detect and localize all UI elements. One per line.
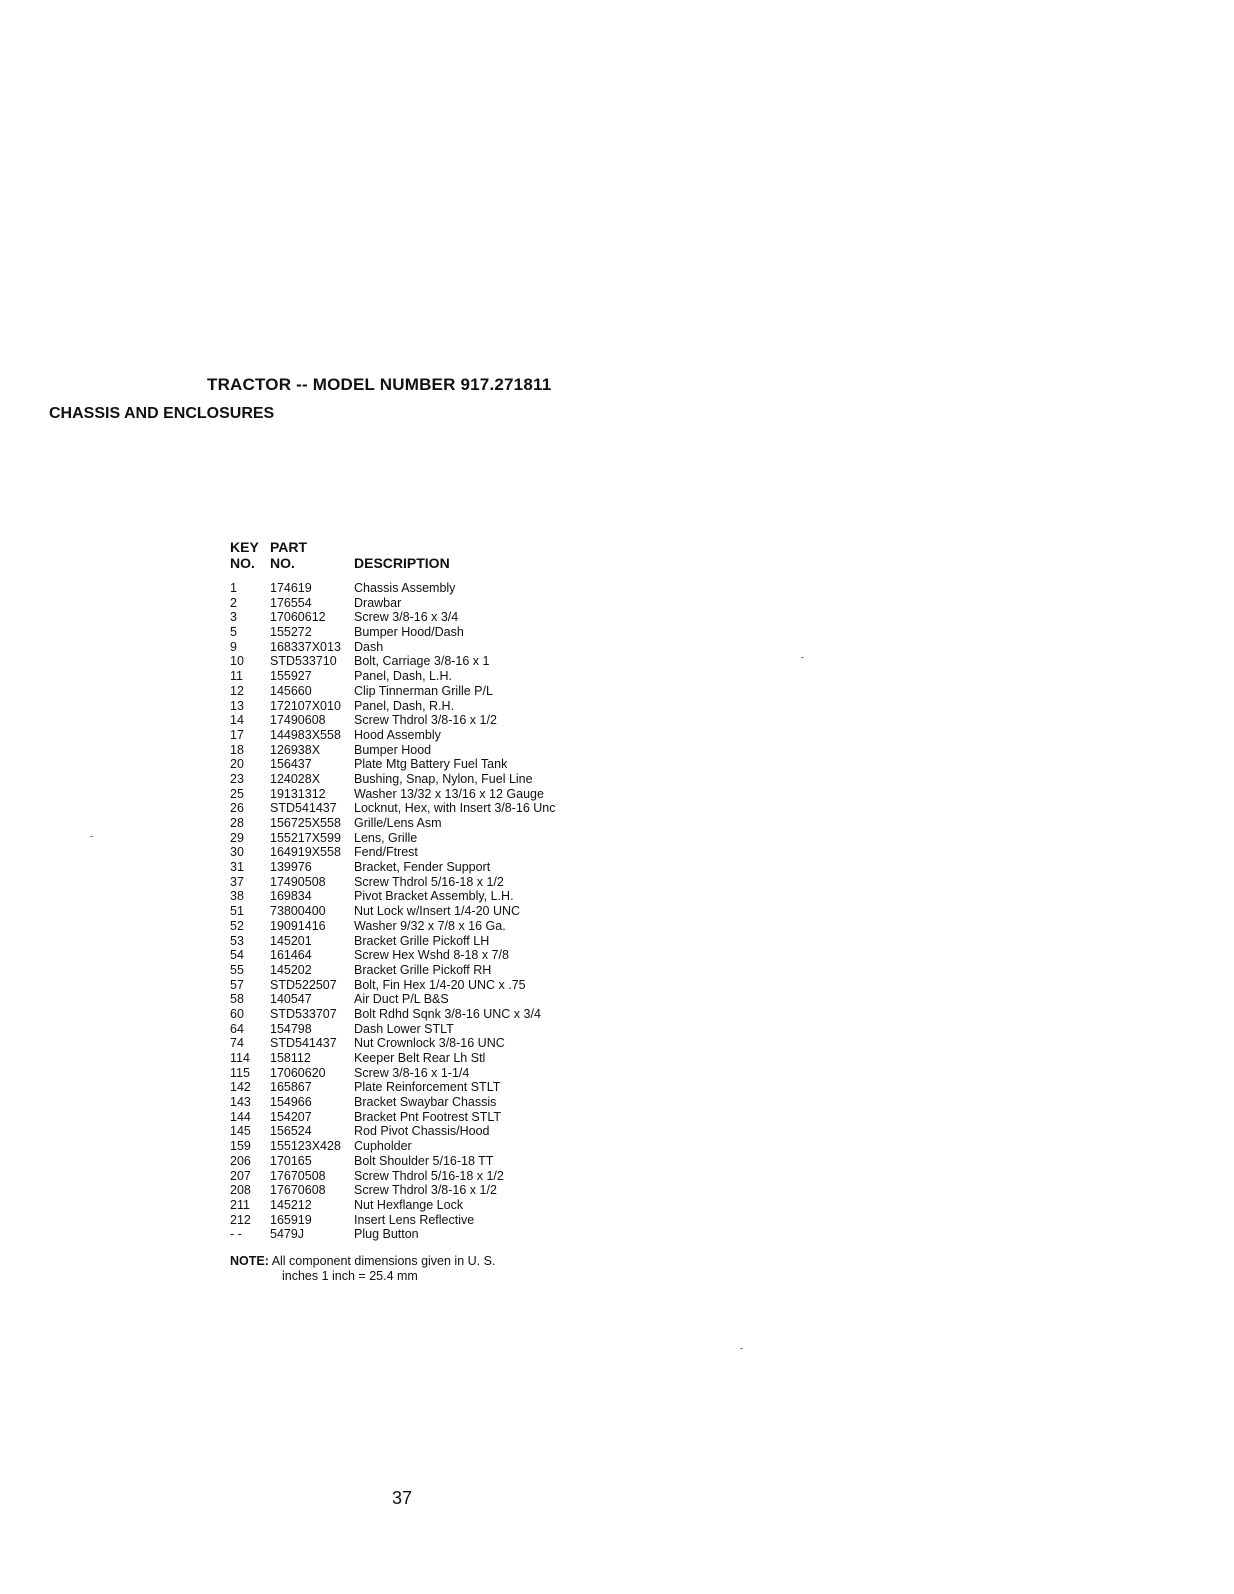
description-cell: Dash Lower STLT (354, 1021, 454, 1036)
description-cell: Screw Hex Wshd 8-18 x 7/8 (354, 948, 509, 963)
table-row (230, 845, 630, 860)
table-row (230, 787, 630, 802)
table-row (230, 919, 630, 934)
table-row (230, 1154, 630, 1169)
header-key-label: KEY (230, 539, 259, 555)
description-cell: Insert Lens Reflective (354, 1212, 475, 1227)
key-no-cell: 143 (230, 1095, 251, 1110)
parts-table (230, 539, 630, 1242)
description-cell: Bolt, Carriage 3/8-16 x 1 (354, 654, 490, 669)
key-no-cell: 14 (230, 713, 244, 728)
part-no-cell: 155927 (270, 669, 312, 684)
part-no-cell: 174619 (270, 581, 312, 595)
table-row (230, 1183, 630, 1198)
table-row (230, 978, 630, 993)
table-row (230, 801, 630, 816)
part-no-cell: 145201 (270, 933, 312, 948)
part-no-cell: 168337X013 (270, 639, 341, 654)
part-no-cell: 17060620 (270, 1065, 326, 1080)
key-no-cell: 29 (230, 830, 244, 845)
key-no-cell: 5 (230, 625, 237, 640)
key-no-cell: 11 (230, 669, 243, 684)
description-cell: Bracket, Fender Support (354, 860, 491, 875)
key-no-cell: 38 (230, 889, 244, 904)
part-no-cell: 156437 (270, 757, 312, 772)
description-cell: Washer 9/32 x 7/8 x 16 Ga. (354, 918, 506, 933)
description-cell: Bumper Hood/Dash (354, 625, 464, 640)
part-no-cell: 161464 (270, 948, 312, 963)
table-row (230, 596, 630, 611)
part-no-cell: 155123X428 (270, 1139, 341, 1154)
table-row (230, 757, 630, 772)
description-cell: Hood Assembly (354, 727, 441, 742)
key-no-cell: 58 (230, 992, 244, 1007)
table-row (230, 713, 630, 728)
table-row (230, 1095, 630, 1110)
key-no-cell: 51 (230, 904, 244, 919)
key-no-cell: 37 (230, 874, 244, 889)
description-cell: Screw 3/8-16 x 3/4 (354, 610, 459, 625)
description-cell: Locknut, Hex, with Insert 3/8-16 Unc (354, 801, 556, 816)
description-cell: Bolt Rdhd Sqnk 3/8-16 UNC x 3/4 (354, 1006, 541, 1021)
key-no-cell: 144 (230, 1109, 251, 1124)
part-no-cell: 165867 (270, 1080, 312, 1095)
key-no-cell: 207 (230, 1168, 251, 1183)
part-no-cell: 145212 (270, 1197, 312, 1212)
table-row (230, 934, 630, 949)
part-no-cell: 17490508 (270, 874, 326, 889)
description-cell: Screw Thdrol 5/16-18 x 1/2 (354, 1168, 504, 1183)
key-no-cell: 74 (230, 1036, 244, 1051)
description-cell: Pivot Bracket Assembly, L.H. (354, 889, 514, 904)
part-no-cell: STD541437 (270, 801, 337, 816)
part-no-cell: STD533707 (270, 1006, 337, 1021)
part-no-cell: 176554 (270, 595, 312, 610)
part-no-cell: 19091416 (270, 918, 326, 933)
key-no-cell: 2 (230, 595, 237, 610)
key-no-cell: 142 (230, 1080, 251, 1095)
description-cell: Panel, Dash, R.H. (354, 698, 455, 713)
description-cell: Dash (354, 639, 384, 654)
description-cell: Drawbar (354, 595, 402, 610)
parts-table-body (230, 581, 630, 1242)
key-no-cell: 212 (230, 1212, 251, 1227)
key-no-cell: 30 (230, 845, 244, 860)
part-no-cell: 17060612 (270, 610, 326, 625)
table-row (230, 1124, 630, 1139)
part-no-cell: 139976 (270, 860, 312, 875)
table-row (230, 1066, 630, 1081)
table-row (230, 1051, 630, 1066)
key-no-cell: 208 (230, 1183, 251, 1198)
table-row (230, 640, 630, 655)
key-no-cell: 28 (230, 816, 244, 830)
description-cell: Plate Reinforcement STLT (354, 1080, 501, 1095)
table-row (230, 1213, 630, 1228)
part-no-cell: 145202 (270, 962, 312, 977)
description-cell: Nut Lock w/Insert 1/4-20 UNC (354, 904, 521, 919)
table-row (230, 1022, 630, 1037)
key-no-cell: 159 (230, 1139, 251, 1154)
key-no-cell: 52 (230, 918, 244, 933)
table-row (230, 581, 630, 596)
description-cell: Bracket Swaybar Chassis (354, 1095, 497, 1110)
key-no-cell: 54 (230, 948, 244, 963)
table-row (230, 654, 630, 669)
description-cell: Bracket Pnt Footrest STLT (354, 1109, 502, 1124)
part-no-cell: 19131312 (270, 786, 326, 801)
table-row (230, 1110, 630, 1125)
page-title: TRACTOR -- MODEL NUMBER 917.271811 (207, 375, 552, 394)
part-no-cell: 17670508 (270, 1168, 326, 1183)
scan-speck (90, 836, 93, 837)
table-row (230, 610, 630, 625)
part-no-cell: 17670608 (270, 1183, 326, 1198)
part-no-cell: STD533710 (270, 654, 337, 669)
key-no-cell: 20 (230, 757, 244, 772)
description-cell: Chassis Assembly (354, 581, 456, 595)
description-cell: Screw 3/8-16 x 1-1/4 (354, 1065, 470, 1080)
header-description-label: DESCRIPTION (354, 555, 450, 571)
description-cell: Bracket Grille Pickoff LH (354, 933, 490, 948)
header-part-label: PART (270, 539, 308, 555)
parts-table-header (230, 539, 630, 573)
part-no-cell: 158112 (270, 1051, 311, 1065)
description-cell: Nut Crownlock 3/8-16 UNC (354, 1036, 505, 1051)
description-cell: Panel, Dash, L.H. (354, 669, 452, 684)
part-no-cell: 169834 (270, 889, 312, 904)
key-no-cell: 114 (230, 1051, 250, 1065)
key-no-cell: 23 (230, 771, 244, 786)
table-row (230, 1227, 630, 1242)
key-no-cell: 13 (230, 698, 244, 713)
key-no-cell: 206 (230, 1153, 251, 1168)
key-no-cell: 12 (230, 683, 244, 698)
table-row (230, 625, 630, 640)
part-no-cell: 5479J (270, 1227, 305, 1242)
table-row (230, 904, 630, 919)
key-no-cell: - - (230, 1227, 242, 1242)
key-no-cell: 9 (230, 639, 237, 654)
table-row (230, 728, 630, 743)
description-cell: Bracket Grille Pickoff RH (354, 962, 492, 977)
table-row (230, 743, 630, 758)
part-no-cell: 124028X (270, 771, 321, 786)
key-no-cell: 18 (230, 742, 244, 757)
dimension-note (230, 1254, 495, 1284)
description-cell: Nut Hexflange Lock (354, 1197, 464, 1212)
table-row (230, 684, 630, 699)
description-cell: Keeper Belt Rear Lh Stl (354, 1051, 486, 1065)
table-row (230, 1169, 630, 1184)
key-no-cell: 1 (230, 581, 237, 595)
description-cell: Screw Thdrol 5/16-18 x 1/2 (354, 874, 504, 889)
part-no-cell: 145660 (270, 683, 312, 698)
table-row (230, 860, 630, 875)
key-no-cell: 26 (230, 801, 244, 816)
key-no-cell: 31 (230, 860, 244, 875)
part-no-cell: 126938X (270, 742, 321, 757)
table-row (230, 816, 630, 831)
key-no-cell: 25 (230, 786, 244, 801)
table-row (230, 963, 630, 978)
part-no-cell: STD541437 (270, 1036, 337, 1051)
table-row (230, 831, 630, 846)
table-row (230, 699, 630, 714)
note-line2: inches 1 inch = 25.4 mm (282, 1269, 418, 1283)
description-cell: Plate Mtg Battery Fuel Tank (354, 757, 508, 772)
header-part-no-label: NO. (270, 555, 295, 571)
part-no-cell: 170165 (270, 1153, 312, 1168)
table-row (230, 875, 630, 890)
description-cell: Screw Thdrol 3/8-16 x 1/2 (354, 1183, 497, 1198)
part-no-cell: 156725X558 (270, 816, 341, 830)
note-line1: All component dimensions given in U. S. (271, 1254, 496, 1268)
table-row (230, 669, 630, 684)
description-cell: Screw Thdrol 3/8-16 x 1/2 (354, 713, 497, 728)
part-no-cell: 164919X558 (270, 845, 341, 860)
scan-speck (740, 1348, 743, 1349)
description-cell: Bolt, Fin Hex 1/4-20 UNC x .75 (354, 977, 526, 992)
table-row (230, 1007, 630, 1022)
description-cell: Rod Pivot Chassis/Hood (354, 1124, 490, 1139)
section-heading: CHASSIS AND ENCLOSURES (49, 405, 275, 422)
note-label: NOTE: (230, 1254, 269, 1268)
key-no-cell: 64 (230, 1021, 244, 1036)
header-key-no-label: NO. (230, 555, 255, 571)
table-row (230, 1080, 630, 1095)
description-cell: Air Duct P/L B&S (354, 992, 449, 1007)
description-cell: Clip Tinnerman Grille P/L (354, 683, 493, 698)
key-no-cell: 211 (230, 1197, 250, 1212)
table-row (230, 948, 630, 963)
part-no-cell: 154798 (270, 1021, 312, 1036)
table-row (230, 1198, 630, 1213)
part-no-cell: 144983X558 (270, 727, 341, 742)
part-no-cell: 140547 (270, 992, 312, 1007)
key-no-cell: 10 (230, 654, 244, 669)
part-no-cell: STD522507 (270, 977, 337, 992)
description-cell: Bolt Shoulder 5/16-18 TT (354, 1153, 494, 1168)
table-row (230, 992, 630, 1007)
description-cell: Cupholder (354, 1139, 412, 1154)
key-no-cell: 115 (230, 1065, 250, 1080)
key-no-cell: 53 (230, 933, 244, 948)
table-row (230, 1036, 630, 1051)
description-cell: Washer 13/32 x 13/16 x 12 Gauge (354, 786, 544, 801)
part-no-cell: 154207 (270, 1109, 312, 1124)
key-no-cell: 145 (230, 1124, 251, 1139)
page-number: 37 (392, 1488, 413, 1508)
description-cell: Plug Button (354, 1227, 419, 1242)
part-no-cell: 17490608 (270, 713, 326, 728)
key-no-cell: 55 (230, 962, 244, 977)
part-no-cell: 73800400 (270, 904, 326, 919)
description-cell: Fend/Ftrest (354, 845, 418, 860)
table-row (230, 772, 630, 787)
scan-speck (801, 657, 804, 658)
description-cell: Bushing, Snap, Nylon, Fuel Line (354, 771, 533, 786)
key-no-cell: 57 (230, 977, 244, 992)
description-cell: Bumper Hood (354, 742, 432, 757)
key-no-cell: 3 (230, 610, 237, 625)
description-cell: Grille/Lens Asm (354, 816, 442, 830)
key-no-cell: 17 (230, 727, 244, 742)
part-no-cell: 156524 (270, 1124, 312, 1139)
part-no-cell: 165919 (270, 1212, 312, 1227)
table-row (230, 1139, 630, 1154)
key-no-cell: 60 (230, 1006, 244, 1021)
part-no-cell: 155217X599 (270, 830, 341, 845)
part-no-cell: 155272 (270, 625, 312, 640)
part-no-cell: 172107X010 (270, 698, 341, 713)
table-row (230, 889, 630, 904)
description-cell: Lens, Grille (354, 830, 418, 845)
part-no-cell: 154966 (270, 1095, 312, 1110)
